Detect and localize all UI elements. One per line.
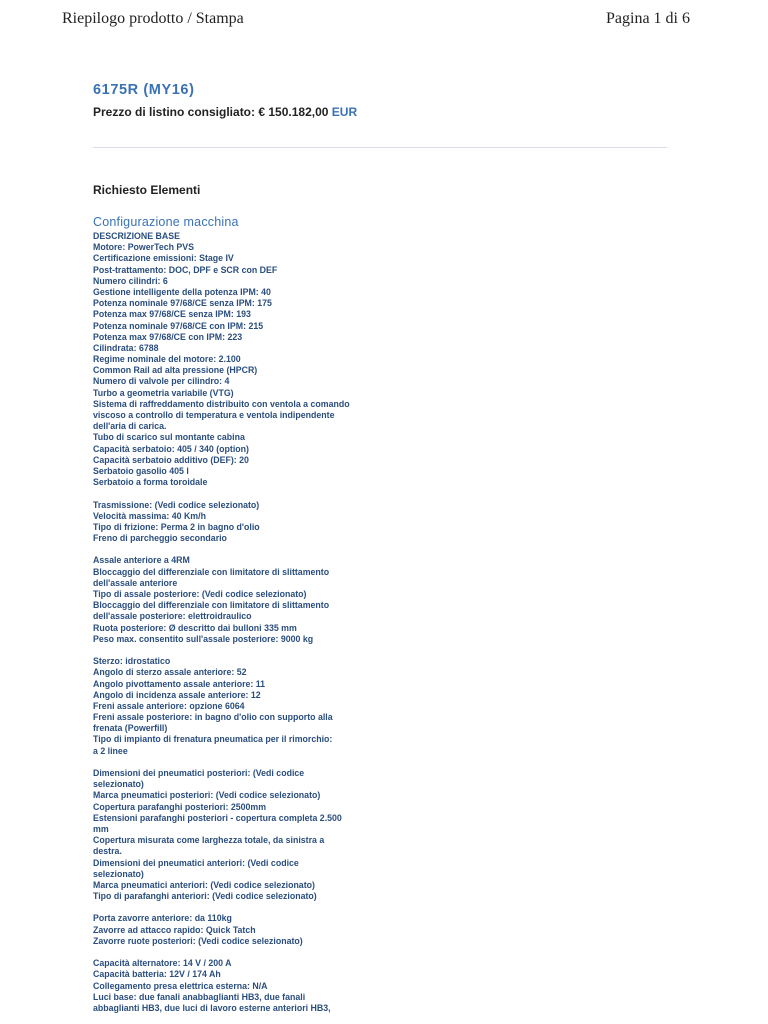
spec-line: Copertura misurata come larghezza totale, da sinistra a [93,835,325,846]
spec-line: Capacità batteria: 12V / 174 Ah [93,969,221,980]
spec-line: selezionato) [93,779,144,790]
spec-line: dell'aria di carica. [93,421,167,432]
spec-line: Zavorre ruote posteriori: (Vedi codice selezionato) [93,935,303,946]
spec-group [93,500,693,545]
spec-line: Trasmissione: (Vedi codice selezionato) [93,499,260,510]
spec-line: Dimensioni dei pneumatici posteriori: (Vedi codice [93,768,305,778]
spec-line: Turbo a geometria variabile (VTG) [93,387,234,398]
spec-group [93,656,693,757]
spec-line: Copertura parafanghi posteriori: 2500mm [93,801,267,812]
spec-line: Tipo di frizione: Perma 2 in bagno d'olio [93,521,260,532]
spec-line: frenata (Powerfill) [93,723,168,734]
spec-line: Serbatoio a forma toroidale [93,477,208,488]
spec-line: Capacità serbatoio: 405 / 340 (option) [93,443,249,454]
spec-line: Motore: PowerTech PVS [93,242,195,253]
spec-line: Marca pneumatici anteriori: (Vedi codice selezionato) [93,879,315,890]
spec-line: Ruota posteriore: Ø descritto dai bulloni 335 mm [93,622,297,633]
subsection-title: Configurazione macchina [93,215,239,229]
spec-line: Zavorre ad attacco rapido: Quick Tatch [93,924,256,935]
spec-line: Bloccaggio del differenziale con limitatore di slittamento [93,600,330,611]
spec-list [93,231,693,1014]
spec-line: Angolo di incidenza assale anteriore: 12 [93,689,261,700]
spec-line: Numero cilindri: 6 [93,275,168,286]
price-label: Prezzo di listino consigliato: [93,105,256,119]
header-title: Riepilogo prodotto / Stampa [62,10,244,27]
spec-line: viscoso a controllo di temperatura e ventola indipendente [93,410,335,420]
spec-line: Certificazione emissioni: Stage IV [93,253,234,264]
document-body [93,80,693,1014]
spec-line: dell'assale anteriore [93,577,178,588]
spec-line: Velocità massima: 40 Km/h [93,510,206,521]
spec-line: Post-trattamento: DOC, DPF e SCR con DEF [93,264,278,275]
spec-line: Capacità serbatoio additivo (DEF): 20 [93,454,249,465]
page-counter: Pagina 1 di 6 [606,10,690,27]
spec-line: Freni assale anteriore: opzione 6064 [93,700,245,711]
spec-line: abbaglianti HB3, due luci di lavoro esterne anteriori HB3, [93,1002,331,1013]
spec-line: Serbatoio gasolio 405 l [93,465,189,476]
spec-line: Tipo di assale posteriore: (Vedi codice selezionato) [93,589,307,599]
spec-line: Potenza max 97/68/CE con IPM: 223 [93,331,243,342]
spec-line: Sistema di raffreddamento distribuito con ventola a comando [93,398,350,409]
spec-line: Numero di valvole per cilindro: 4 [93,376,230,387]
spec-group [93,555,693,645]
spec-line: Cilindrata: 6788 [93,342,159,353]
spec-line: Bloccaggio del differenziale con limitatore di slittamento [93,566,330,577]
spec-line: Porta zavorre anteriore: da 110kg [93,913,232,924]
section-divider [93,147,667,148]
spec-group [93,958,693,1014]
spec-line: selezionato) [93,868,144,879]
spec-line: Common Rail ad alta pressione (HPCR) [93,365,258,376]
spec-line: Angolo pivottamento assale anteriore: 11 [93,678,266,689]
spec-line: Sterzo: idrostatico [93,656,171,667]
spec-group [93,231,693,488]
spec-line: Dimensioni dei pneumatici anteriori: (Vedi codice [93,857,299,868]
spec-line: DESCRIZIONE BASE [93,231,181,241]
spec-line: Luci base: due fanali anabbaglianti HB3, due fanali [93,991,306,1002]
print-header [62,10,690,34]
spec-line: Peso max. consentito sull'assale posteriore: 9000 kg [93,633,314,644]
price-value: € 150.182,00 [258,105,329,119]
spec-line: Capacità alternatore: 14 V / 200 A [93,958,232,969]
price-currency: EUR [331,105,358,119]
spec-line: Freno di parcheggio secondario [93,533,227,544]
section-title: Richiesto Elementi [93,183,201,197]
spec-group [93,913,693,947]
spec-line: Potenza nominale 97/68/CE senza IPM: 175 [93,298,272,309]
spec-line: Marca pneumatici posteriori: (Vedi codice selezionato) [93,790,321,801]
spec-line: Regime nominale del motore: 2.100 [93,354,241,365]
spec-line: Tubo di scarico sul montante cabina [93,432,245,443]
spec-line: Tipo di parafanghi anteriori: (Vedi codice selezionato) [93,891,317,902]
spec-line: Estensioni parafanghi posteriori - copertura completa 2.500 [93,812,342,823]
spec-line: dell'assale posteriore: elettroidraulico [93,611,252,622]
spec-group [93,768,693,902]
spec-line: mm [93,823,109,834]
spec-line: Assale anteriore a 4RM [93,555,190,566]
spec-line: Angolo di sterzo assale anteriore: 52 [93,667,247,678]
product-model: 6175R (MY16) [93,82,195,98]
spec-line: Potenza max 97/68/CE senza IPM: 193 [93,309,251,320]
spec-line: a 2 linee [93,745,128,756]
spec-line: Potenza nominale 97/68/CE con IPM: 215 [93,320,264,331]
spec-line: destra. [93,846,122,857]
spec-line: Gestione intelligente della potenza IPM: 40 [93,286,271,297]
list-price [93,104,693,120]
spec-line: Collegamento presa elettrica esterna: N/A [93,980,268,991]
spec-line: Tipo di impianto di frenatura pneumatica per il rimorchio: [93,734,333,745]
spec-line: Freni assale posteriore: in bagno d'olio con supporto alla [93,712,333,723]
